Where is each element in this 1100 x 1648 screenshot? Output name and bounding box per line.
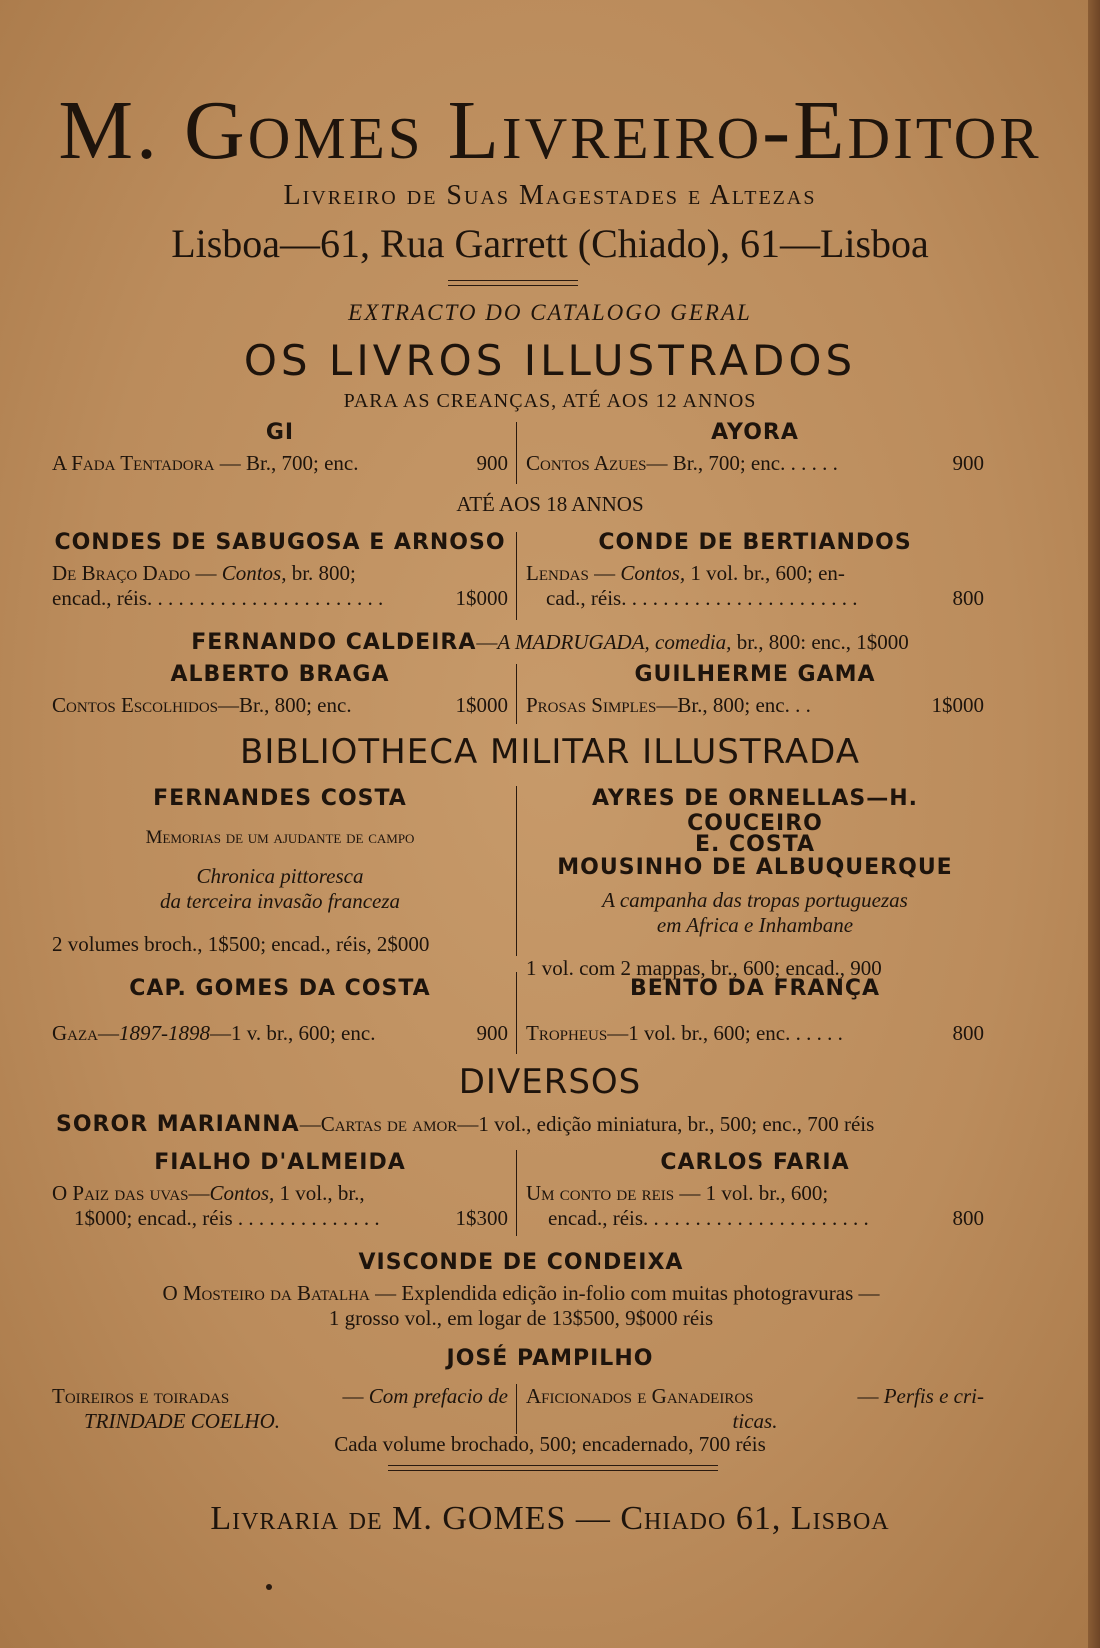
column-divider [516, 422, 517, 484]
ink-spot [266, 1584, 272, 1590]
entry-details: br. 800; [286, 561, 356, 585]
entry-author: ALBERTO BRAGA [170, 662, 390, 687]
entry-author: FIALHO D'ALMEIDA [154, 1150, 406, 1175]
age-18-heading: ATÉ AOS 18 ANNOS [456, 492, 644, 516]
entry-genre: Contos, [209, 1181, 275, 1205]
entry-title: Aficionados e Ganadeiros [526, 1384, 754, 1408]
entry-details-2: encad., réis. . . . . . . . . . . . . . . . . . . . . . . [52, 586, 384, 610]
entry-details: 2 volumes broch., 1$500; encad., réis, 2$000 [52, 932, 430, 956]
entry-pampilho-toireiros: Toireiros e toiradas — Com prefacio de TRINDADE COELHO. [52, 1384, 508, 1433]
entry-title: O Mosteiro da Batalha [162, 1281, 370, 1305]
entry-title: O Paiz das uvas [52, 1181, 189, 1205]
entry-author: GUILHERME GAMA [634, 662, 876, 687]
entry-fialho: FIALHO D'ALMEIDA O Paiz das uvas—Contos, 1 vol., br., 1$000; encad., réis . . . . . . . . . . . . . . 1$300 [52, 1150, 508, 1230]
entry-author: FERNANDES COSTA [153, 786, 407, 811]
section-title-livros: OS LIVROS ILLUSTRADOS [243, 336, 857, 385]
entry-author: CAP. GOMES DA COSTA [129, 976, 431, 1001]
entry-price: 900 [952, 451, 984, 475]
entry-author: VISCONDE DE CONDEIXA [358, 1250, 684, 1275]
entry-author: CONDES DE SABUGOSA E ARNOSO [54, 530, 506, 555]
entry-description: Chronica pittoresca [196, 864, 364, 888]
entry-condeixa [56, 1250, 986, 1331]
entry-description: A campanha das tropas portuguezas [602, 888, 908, 912]
entry-author: AYRES DE ORNELLAS—H. COUCEIRO [591, 786, 919, 836]
entry-description-2: em Africa e Inhambane [656, 913, 854, 937]
entry-author-2: E. COSTA [694, 832, 816, 857]
entry-years: 1897-1898 [119, 1021, 210, 1045]
entry-title: Contos Azues [526, 451, 647, 475]
column-divider [516, 664, 517, 724]
column-divider [516, 1150, 517, 1236]
section-title-bibliotheca: BIBLIOTHECA MILITAR ILLUSTRADA [240, 732, 860, 772]
entry-details: —Br., 800; enc. . . [656, 693, 811, 717]
entry-price: 800 [952, 1206, 984, 1230]
entry-genre: comedia, [655, 630, 732, 654]
entry-details: 1 vol. com 2 mappas, br., 600; encad., 900 [526, 956, 882, 980]
entry-pampilho-aficionados: Aficionados e Ganadeiros — Perfis e cri- ticas. [526, 1384, 984, 1433]
entry-price: 1$000 [455, 693, 508, 717]
entry-details-2: cad., réis. . . . . . . . . . . . . . . . . . . . . . . [546, 586, 858, 610]
entry-title: Tropheus [526, 1021, 608, 1045]
entry-title: Cartas de amor [320, 1112, 458, 1136]
entry-bertiandos: CONDE DE BERTIANDOS Lendas — Contos, 1 vol. br., 600; en- cad., réis. . . . . . . . . . . . . . . . . . . . . . . 800 [526, 530, 984, 610]
entry-price: 900 [476, 1021, 508, 1045]
column-divider [516, 532, 517, 620]
section-title-diversos: DIVERSOS [458, 1062, 642, 1102]
entry-price: 1$000 [455, 586, 508, 610]
divider [388, 1465, 718, 1471]
entry-price: 900 [476, 451, 508, 475]
entry-title: Memorias de um ajudante de campo [145, 827, 415, 848]
entry-title: Toireiros e toiradas [52, 1384, 230, 1408]
entry-title: Um conto de reis [526, 1181, 675, 1205]
entry-title: De Braço Dado [52, 561, 191, 585]
entry-pampilho-author: JOSÉ PAMPILHO [446, 1346, 654, 1371]
publisher-title: M. Gomes Livreiro-Editor [58, 84, 1042, 177]
entry-pampilho-prices: Cada volume brochado, 500; encadernado, 700 réis [334, 1432, 766, 1456]
entry-caldeira: FERNANDO CALDEIRA—A MADRUGADA, comedia, br., 800: enc., 1$000 [191, 630, 909, 655]
entry-description-2: TRINDADE COELHO. [84, 1409, 281, 1433]
entry-details: — Br., 700; enc. [214, 451, 359, 475]
entry-title: A Fada Tentadora [52, 451, 215, 475]
entry-gi [52, 420, 508, 476]
entry-author: CARLOS FARIA [660, 1150, 850, 1175]
entry-braga [52, 662, 508, 718]
entry-faria [526, 1150, 984, 1231]
entry-fernandes-costa [52, 786, 508, 957]
entry-author: BENTO DA FRANÇA [629, 976, 881, 1001]
column-divider [516, 1384, 517, 1434]
catalog-extract-heading: EXTRACTO DO CATALOGO GERAL [348, 300, 752, 325]
entry-author: CONDE DE BERTIANDOS [598, 530, 912, 555]
entry-description-2: ticas. [732, 1409, 778, 1433]
entry-author: GI [265, 420, 295, 445]
entry-genre: Contos, [221, 561, 287, 585]
footer-address: Livraria de M. GOMES — Chiado 61, Lisboa [210, 1500, 890, 1537]
entry-details: — 1 vol. br., 600; [674, 1181, 829, 1205]
entry-author: FERNANDO CALDEIRA [191, 630, 477, 655]
entry-description: Perfis e cri- [883, 1384, 984, 1408]
entry-details: 1 vol. br., 600; en- [685, 561, 845, 585]
entry-ayora [526, 420, 984, 476]
entry-author: SOROR MARIANNA [56, 1112, 300, 1137]
entry-details: —Br., 800; enc. [218, 693, 352, 717]
entry-title: Prosas Simples [526, 693, 657, 717]
divider [448, 280, 578, 286]
entry-title: Lendas [526, 561, 589, 585]
entry-details-2: 1 grosso vol., em logar de 13$500, 9$000 réis [328, 1306, 714, 1330]
entry-details: — Explendida edição in-folio com muitas photogravuras — [369, 1281, 880, 1305]
entry-author: AYORA [711, 420, 799, 445]
entry-gomes-da-costa: CAP. GOMES DA COSTA Gaza—1897-1898—1 v. br., 600; enc. 900 [52, 976, 508, 1045]
entry-gama [526, 662, 984, 718]
entry-price: 1$000 [931, 693, 984, 717]
entry-details: — Br., 700; enc. . . . . . [646, 451, 838, 475]
column-divider [516, 972, 517, 1054]
entry-details-2: encad., réis. . . . . . . . . . . . . . . . . . . . . . [548, 1206, 869, 1230]
entry-price: 1$300 [455, 1206, 508, 1230]
entry-title: A MADRUGADA, [497, 630, 650, 654]
entry-price: 800 [952, 1021, 984, 1045]
publisher-subtitle: Livreiro de Suas Magestades e Altezas [283, 180, 817, 211]
publisher-address: Lisboa—61, Rua Garrett (Chiado), 61—Lisboa [171, 221, 929, 266]
entry-ornellas [526, 786, 984, 981]
age-12-heading: PARA AS CREANÇAS, ATÉ AOS 12 ANNOS [343, 390, 757, 412]
entry-franca [526, 976, 984, 1046]
entry-price: 800 [952, 586, 984, 610]
entry-description-2: da terceira invasão franceza [159, 889, 401, 913]
entry-details: —1 vol., edição miniatura, br., 500; enc., 700 réis [457, 1112, 875, 1136]
entry-details-2: 1$000; encad., réis . . . . . . . . . . . . . . [74, 1206, 380, 1230]
entry-title: Contos Escolhidos [52, 693, 218, 717]
entry-marianna: SOROR MARIANNA—Cartas de amor—1 vol., edição miniatura, br., 500; enc., 700 réis [56, 1112, 875, 1137]
entry-author-3: MOUSINHO DE ALBUQUERQUE [557, 855, 953, 880]
entry-details: —1 vol. br., 600; enc. . . . . . [607, 1021, 843, 1045]
entry-genre: Contos, [620, 561, 686, 585]
entry-details: —1 v. br., 600; enc. [210, 1021, 376, 1045]
entry-details: 1 vol., br., [274, 1181, 365, 1205]
entry-sabugosa: CONDES DE SABUGOSA E ARNOSO De Braço Dado — Contos, br. 800; encad., réis. . . . . . . . . . . . . . . . . . . . . . . 1$000 [52, 530, 508, 610]
column-divider [516, 786, 517, 956]
entry-details: br., 800: enc., 1$000 [731, 630, 909, 654]
entry-title: Gaza [52, 1021, 98, 1045]
entry-description: Com prefacio de [368, 1384, 508, 1408]
